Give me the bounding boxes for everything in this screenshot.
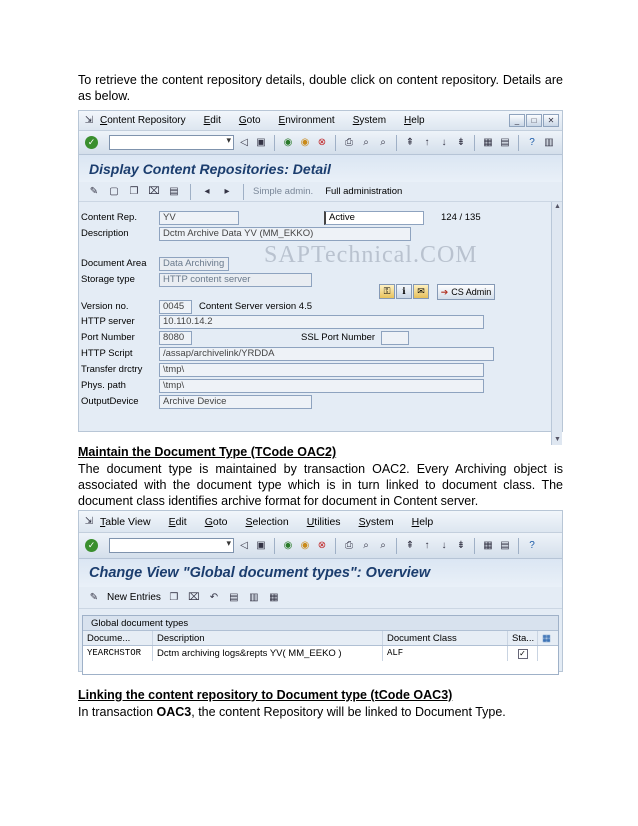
screen-title: Display Content Repositories: Detail: [79, 155, 562, 182]
last-page-icon[interactable]: ⇟: [456, 137, 466, 148]
paragraph-oac3: In transaction OAC3, the content Repository will be linked to Document Type.: [78, 705, 506, 719]
menu-goto[interactable]: Goto: [238, 115, 261, 126]
enter-icon-2[interactable]: ✓: [85, 539, 98, 552]
application-toolbar: [79, 182, 562, 202]
scroll-down-icon[interactable]: ▼: [554, 436, 561, 443]
new-session-icon[interactable]: ▦: [483, 137, 493, 148]
phys-path-label: Phys. path: [81, 380, 126, 391]
layout-icon[interactable]: ▥: [544, 137, 554, 148]
menu-system[interactable]: System: [352, 115, 387, 126]
menu-help-2[interactable]: Help: [411, 515, 434, 528]
status-field[interactable]: Active: [324, 211, 424, 225]
display-change-icon-2[interactable]: ✎: [89, 592, 99, 603]
cell-document-class: ALF: [383, 646, 508, 661]
table-title: Global document types: [83, 616, 558, 631]
menu-bar: [79, 111, 562, 131]
scroll-up-icon[interactable]: ▲: [554, 203, 561, 210]
content-rep-field[interactable]: YV: [159, 211, 239, 225]
column-header-document-class[interactable]: Document Class: [383, 631, 508, 645]
column-header-document-type[interactable]: Docume...: [83, 631, 153, 645]
back-icon-2[interactable]: ◉: [283, 540, 293, 551]
enter-icon[interactable]: ✓: [85, 136, 98, 149]
cancel-icon[interactable]: ⊗: [317, 137, 327, 148]
status-checkbox[interactable]: ✓: [519, 649, 526, 658]
watermark: SAPTechnical.COM: [264, 242, 478, 268]
http-server-label: HTTP server: [81, 316, 135, 327]
display-change-icon[interactable]: ✎: [89, 186, 99, 197]
cs-admin-button[interactable]: [437, 284, 495, 300]
delete-icon-2[interactable]: ⌧: [188, 592, 200, 603]
next-page-icon-2[interactable]: ↓: [441, 540, 447, 551]
menu-content-repository[interactable]: Content Repository: [100, 115, 186, 126]
version-label: Version no.: [81, 301, 129, 312]
simple-admin-button[interactable]: Simple admin.: [253, 186, 314, 197]
menu-table-view[interactable]: Table View: [100, 515, 151, 528]
http-script-field[interactable]: /assap/archivelink/YRDDA: [159, 347, 494, 361]
repository-detail-form: [79, 202, 562, 445]
description-label: Description: [81, 228, 129, 239]
description-field[interactable]: Dctm Archive Data YV (MM_EKKO): [159, 227, 411, 241]
first-page-icon[interactable]: ⇞: [405, 137, 415, 148]
table-row[interactable]: [83, 646, 558, 661]
output-device-field[interactable]: Archive Device: [159, 395, 312, 409]
heading-linking-repository: Linking the content repository to Document type (tCode OAC3): [78, 688, 453, 702]
application-toolbar-2: [79, 587, 562, 609]
menu-exit-icon[interactable]: ⇲: [84, 115, 94, 126]
document-types-table: [82, 615, 559, 675]
back-icon[interactable]: ◉: [283, 137, 293, 148]
find-next-icon[interactable]: ⌕: [380, 137, 386, 148]
help-icon-2[interactable]: ?: [529, 540, 535, 551]
column-settings-icon[interactable]: ▦: [542, 633, 551, 644]
column-header-description[interactable]: Description: [153, 631, 383, 645]
menu-environment[interactable]: Environment: [278, 115, 335, 126]
copy-as-icon[interactable]: ❐: [169, 592, 179, 603]
command-field[interactable]: [109, 135, 234, 150]
last-page-icon-2[interactable]: ⇟: [456, 540, 466, 551]
maximize-button[interactable]: □: [526, 114, 542, 127]
menu-bar-2: [79, 511, 562, 533]
ssl-port-field[interactable]: [381, 331, 409, 345]
cs-lock-icon[interactable]: ⚿: [379, 284, 395, 299]
heading-maintain-document-type: Maintain the Document Type (TCode OAC2): [78, 445, 337, 459]
shortcut-icon[interactable]: ▤: [500, 137, 510, 148]
deselect-all-icon[interactable]: ▦: [269, 592, 279, 603]
document-area-label: Document Area: [81, 258, 147, 269]
version-text: Content Server version 4.5: [199, 301, 313, 312]
print-icon-2[interactable]: ⎙: [345, 540, 353, 551]
cell-description: Dctm archiving logs&repts YV( MM_EEKO ): [153, 646, 383, 661]
cs-info-icon[interactable]: ℹ: [396, 284, 412, 299]
other-object-icon[interactable]: ▤: [169, 186, 179, 197]
print-icon[interactable]: ⎙: [345, 137, 353, 148]
vertical-scrollbar[interactable]: [551, 202, 562, 445]
cell-document-type: YEARCHSTOR: [83, 646, 153, 661]
select-block-icon[interactable]: ▥: [249, 592, 259, 603]
menu-goto-2[interactable]: Goto: [204, 515, 228, 528]
sap-screen-content-repository: [78, 110, 563, 443]
next-page-icon[interactable]: ↓: [441, 137, 447, 148]
create-icon[interactable]: ▢: [109, 186, 119, 197]
column-header-status[interactable]: Sta...: [508, 631, 538, 645]
window-controls: [509, 114, 559, 127]
table-header: [83, 631, 558, 646]
output-device-label: OutputDevice: [81, 396, 139, 407]
select-all-icon[interactable]: ▤: [229, 592, 239, 603]
paragraph-document-type: The document type is maintained by transaction OAC2. Every Archiving object is associated with the document type which is in turn linked to document class. The document class identifies archive format for document in Content server.: [78, 462, 563, 508]
content-rep-label: Content Rep.: [81, 212, 137, 223]
phys-path-field[interactable]: \tmp\: [159, 379, 484, 393]
arrow-right-icon: ➔: [440, 286, 449, 297]
back-arrow-icon[interactable]: ◁: [240, 137, 248, 148]
standard-toolbar: [79, 131, 562, 155]
find-icon-2[interactable]: ⌕: [363, 540, 369, 551]
command-field-2[interactable]: [109, 538, 234, 553]
find-next-icon-2[interactable]: ⌕: [380, 540, 386, 551]
first-page-icon-2[interactable]: ⇞: [405, 540, 415, 551]
storage-type-field[interactable]: HTTP content server: [159, 273, 312, 287]
copy-icon[interactable]: ❐: [129, 186, 139, 197]
undo-change-icon[interactable]: ↶: [209, 592, 219, 603]
tcode-oac3: OAC3: [156, 705, 192, 719]
new-session-icon-2[interactable]: ▦: [483, 540, 493, 551]
storage-type-label: Storage type: [81, 274, 135, 285]
cancel-icon-2[interactable]: ⊗: [317, 540, 327, 551]
menu-edit-2[interactable]: Edit: [168, 515, 187, 528]
version-field[interactable]: 0045: [159, 300, 192, 314]
exit-icon-2[interactable]: ◉: [300, 540, 310, 551]
back-arrow-icon-2[interactable]: ◁: [240, 540, 248, 551]
menu-edit[interactable]: Edit: [203, 115, 221, 126]
previous-entry-icon[interactable]: ◂: [204, 186, 210, 197]
http-script-label: HTTP Script: [81, 348, 133, 359]
transfer-directory-label: Transfer drctry: [81, 364, 143, 375]
delete-icon[interactable]: ⌧: [148, 186, 160, 197]
standard-toolbar-2: [79, 533, 562, 559]
screen-title-2: Change View "Global document types": Overview: [79, 559, 562, 587]
transfer-directory-field[interactable]: \tmp\: [159, 363, 484, 377]
new-entries-button[interactable]: New Entries: [107, 592, 161, 603]
port-field[interactable]: 8080: [159, 331, 192, 345]
shortcut-icon-2[interactable]: ▤: [500, 540, 510, 551]
save-icon-2[interactable]: ▣: [256, 540, 266, 551]
menu-system-2[interactable]: System: [358, 515, 394, 528]
http-server-field[interactable]: 10.110.14.2: [159, 315, 484, 329]
cs-certificate-icon[interactable]: ✉: [413, 284, 429, 299]
menu-exit-icon-2[interactable]: ⇲: [84, 516, 94, 527]
find-icon[interactable]: ⌕: [363, 137, 369, 148]
menu-help[interactable]: Help: [404, 115, 425, 126]
close-button[interactable]: ✕: [543, 114, 559, 127]
record-counter: 124 / 135: [441, 212, 481, 223]
cs-admin-label: CS Admin: [451, 287, 492, 297]
document-area-field[interactable]: Data Archiving: [159, 257, 229, 271]
menu-selection[interactable]: Selection: [245, 515, 289, 528]
intro-paragraph: To retrieve the content repository details, double click on content repository. Details are as below.: [78, 73, 563, 103]
exit-icon[interactable]: ◉: [300, 137, 310, 148]
menu-utilities[interactable]: Utilities: [306, 515, 341, 528]
help-icon[interactable]: ?: [529, 137, 535, 148]
minimize-button[interactable]: _: [509, 114, 525, 127]
full-admin-button[interactable]: Full administration: [325, 186, 403, 197]
save-icon[interactable]: ▣: [256, 137, 266, 148]
ssl-port-label: SSL Port Number: [301, 332, 376, 343]
next-entry-icon[interactable]: ▸: [224, 186, 230, 197]
sap-screen-global-document-types: [78, 510, 563, 672]
prev-page-icon-2[interactable]: ↑: [424, 540, 430, 551]
prev-page-icon[interactable]: ↑: [424, 137, 430, 148]
port-label: Port Number: [81, 332, 135, 343]
